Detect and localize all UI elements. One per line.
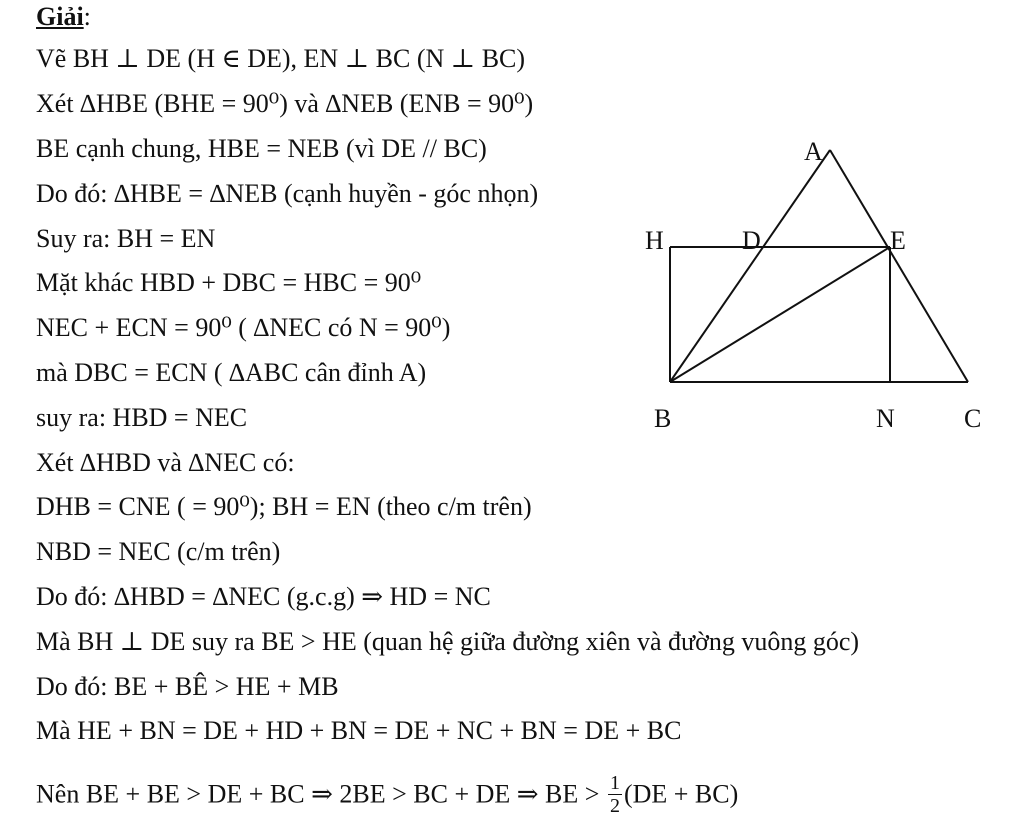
line-2: Xét ∆HBE (BHE = 90⁰) và ∆NEB (ENB = 90⁰) <box>36 89 534 118</box>
title-text: Giải <box>36 2 84 31</box>
line-14: Mà BH ⊥ DE suy ra BE > HE (quan hệ giữa đường xiên và đường vuông góc) <box>36 627 860 656</box>
label-c: C <box>964 404 982 433</box>
solution-title: Giải: <box>36 2 91 31</box>
line-15: Do đó: BE + BÊ > HE + MB <box>36 672 339 701</box>
fraction-denominator: 2 <box>609 795 620 817</box>
segment-be <box>670 247 890 382</box>
line-17-text: Nên BE + BE > DE + BC ⇒ 2BE > BC + DE ⇒ BE > <box>36 779 600 809</box>
line-9: suy ra: HBD = NEC <box>36 403 248 432</box>
fraction-tail: (DE + BC) <box>623 779 739 809</box>
segment-ab <box>670 150 830 382</box>
line-3: BE cạnh chung, HBE = NEB (vì DE // BC) <box>36 134 487 163</box>
line-16: Mà HE + BN = DE + HD + BN = DE + NC + BN = DE + BC <box>36 716 682 745</box>
triangle-figure <box>630 130 1010 440</box>
line-8: mà DBC = ECN ( ∆ABC cân đỉnh A) <box>36 358 427 387</box>
segment-ac <box>830 150 968 382</box>
label-h: H <box>645 226 664 255</box>
fraction-numerator: 1 <box>609 772 620 794</box>
label-e: E <box>890 226 906 255</box>
line-1: Vẽ BH ⊥ DE (H ∈ DE), EN ⊥ BC (N ⊥ BC) <box>36 44 526 73</box>
label-d: D <box>742 226 761 255</box>
line-5: Suy ra: BH = EN <box>36 224 216 253</box>
line-6: Mặt khác HBD + DBC = HBC = 90⁰ <box>36 268 422 297</box>
line-4: Do đó: ∆HBE = ∆NEB (cạnh huyền - góc nhọn) <box>36 179 539 208</box>
figure-lines <box>670 150 968 382</box>
line-10: Xét ∆HBD và ∆NEC có: <box>36 448 295 477</box>
line-12: NBD = NEC (c/m trên) <box>36 537 281 566</box>
line-7: NEC + ECN = 90⁰ ( ∆NEC có N = 90⁰) <box>36 313 451 342</box>
line-17 <box>36 774 738 819</box>
line-11: DHB = CNE ( = 90⁰); BH = EN (theo c/m trên) <box>36 492 532 521</box>
one-half-fraction <box>608 772 622 817</box>
line-13: Do đó: ∆HBD = ∆NEC (g.c.g) ⇒ HD = NC <box>36 582 491 611</box>
label-n: N <box>876 404 895 433</box>
label-b: B <box>654 404 672 433</box>
label-a: A <box>804 137 823 166</box>
